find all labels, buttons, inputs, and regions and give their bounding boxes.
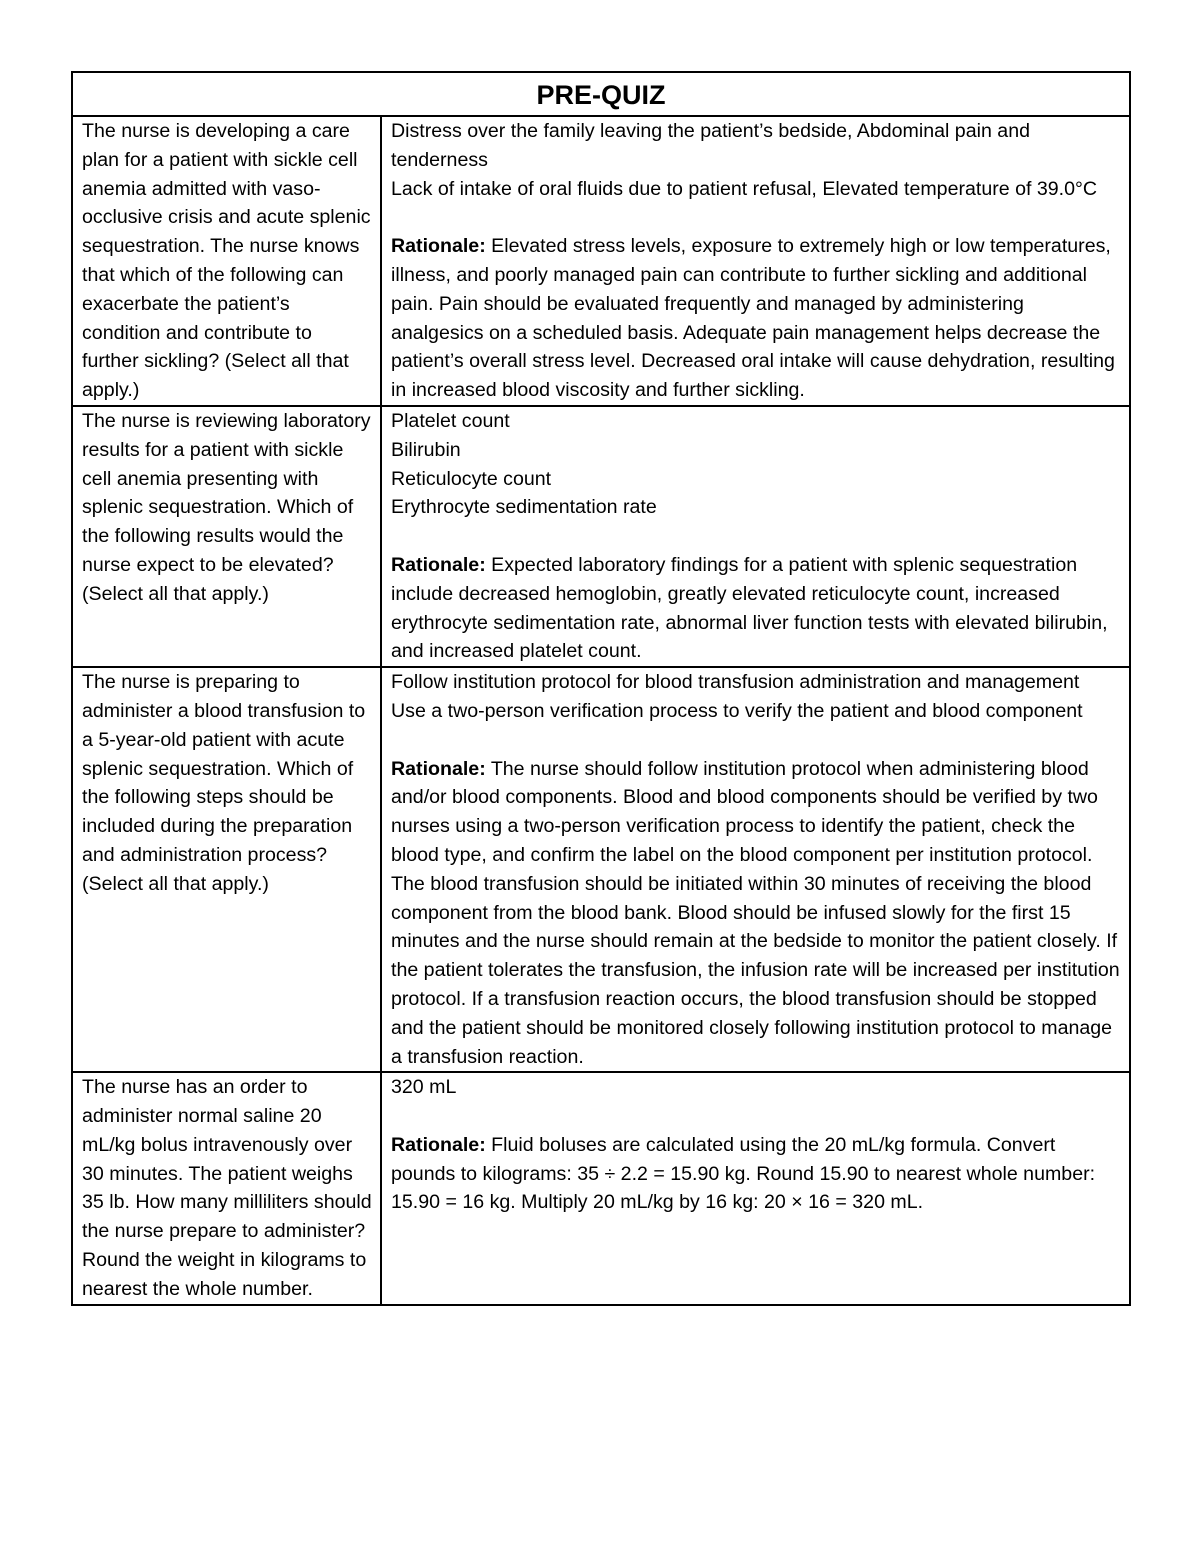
answer-option: Lack of intake of oral fluids due to patient refusal, Elevated temperature of 39.0°C	[391, 177, 1098, 200]
table-row	[72, 667, 1130, 1072]
rationale-paragraph	[391, 755, 1121, 1072]
answer-option: Erythrocyte sedimentation rate	[391, 496, 657, 519]
spacer	[391, 203, 1121, 232]
question-text: The nurse has an order to administer normal saline 20 mL/kg bolus intravenously over 30 minutes. The patient weighs 35 lb. How many milliliters should the nurse prepare to administer? Round the weight in kilograms to nearest the whole number.	[82, 1076, 372, 1300]
answer-cell	[381, 406, 1130, 667]
spacer	[391, 522, 1121, 551]
question-cell	[72, 116, 381, 406]
rationale-text: Fluid boluses are calculated using the 20 mL/kg formula. Convert pounds to kilograms: 35 ÷ 2.2 = 15.90 kg. Round 15.90 to nearest whole number: 15.90 = 16 kg. Multiply 20 mL/kg by 16 kg: 20 × 16 = 320 mL.	[391, 1133, 1096, 1214]
rationale-label: Rationale:	[391, 235, 486, 258]
rationale-text: Elevated stress levels, exposure to extremely high or low temperatures, illness, and poorly managed pain can contribute to further sickling and additional pain. Pain should be evaluated frequently and managed by administering analgesics on a scheduled basis. Adequate pain management helps decrease the patient’s overall stress level. Decreased oral intake will cause dehydration, resulting in increased blood viscosity and further sickling.	[391, 235, 1115, 402]
answer-option: Platelet count	[391, 409, 510, 432]
rationale-label: Rationale:	[391, 1133, 486, 1156]
answer-cell	[381, 116, 1130, 406]
rationale-text: Expected laboratory findings for a patient with splenic sequestration include decreased hemoglobin, greatly elevated reticulocyte count, increased erythrocyte sedimentation rate, abnormal liver function tests with elevated bilirubin, and increased platelet count.	[391, 553, 1108, 663]
answer-option: Reticulocyte count	[391, 467, 552, 490]
answer-option: 320 mL	[391, 1076, 457, 1099]
question-text: The nurse is preparing to administer a blood transfusion to a 5-year-old patient with acute splenic sequestration. Which of the following steps should be included during the preparation and administration process? (Select all that apply.)	[82, 671, 366, 895]
spacer	[391, 1102, 1121, 1131]
document-page	[71, 71, 1129, 1306]
rationale-text: The nurse should follow institution protocol when administering blood and/or blood components. Blood and blood components should be verified by two nurses using a two-person verification process to identify the patient, check the blood type, and confirm the label on the blood component per institution protocol. The blood transfusion should be initiated within 30 minutes of receiving the blood component from the blood bank. Blood should be infused slowly for the first 15 minutes and the nurse should remain at the bedside to monitor the patient closely. If the patient tolerates the transfusion, the infusion rate will be increased per institution protocol. If a transfusion reaction occurs, the blood transfusion should be stopped and the patient should be monitored closely following institution protocol to manage a transfusion reaction.	[391, 757, 1120, 1068]
answer-option: Follow institution protocol for blood transfusion administration and management	[391, 671, 1080, 694]
question-text: The nurse is developing a care plan for a patient with sickle cell anemia admitted with vaso-occlusive crisis and acute splenic sequestration. The nurse knows that which of the following can exacerbate the patient’s condition and contribute to further sickling? (Select all that apply.)	[82, 120, 371, 402]
table-row	[72, 116, 1130, 406]
answer-cell	[381, 667, 1130, 1072]
rationale-paragraph	[391, 551, 1121, 666]
table-row	[72, 406, 1130, 667]
question-cell	[72, 667, 381, 1072]
answer-option: Use a two-person verification process to verify the patient and blood component	[391, 699, 1083, 722]
quiz-table	[71, 71, 1131, 1306]
rationale-label: Rationale:	[391, 757, 486, 780]
rationale-label: Rationale:	[391, 553, 486, 576]
answer-cell	[381, 1072, 1130, 1304]
question-cell	[72, 1072, 381, 1304]
question-cell	[72, 406, 381, 667]
rationale-paragraph	[391, 1131, 1121, 1217]
title-row	[72, 72, 1130, 116]
table-row	[72, 1072, 1130, 1304]
answer-option: Bilirubin	[391, 438, 461, 461]
question-text: The nurse is reviewing laboratory results for a patient with sickle cell anemia presenting with splenic sequestration. Which of the following results would the nurse expect to be elevated? (Select all that apply.)	[82, 409, 371, 605]
spacer	[391, 726, 1121, 755]
rationale-paragraph	[391, 232, 1121, 405]
answer-option: Distress over the family leaving the patient’s bedside, Abdominal pain and tenderness	[391, 120, 1030, 171]
page-title: PRE-QUIZ	[72, 72, 1130, 116]
